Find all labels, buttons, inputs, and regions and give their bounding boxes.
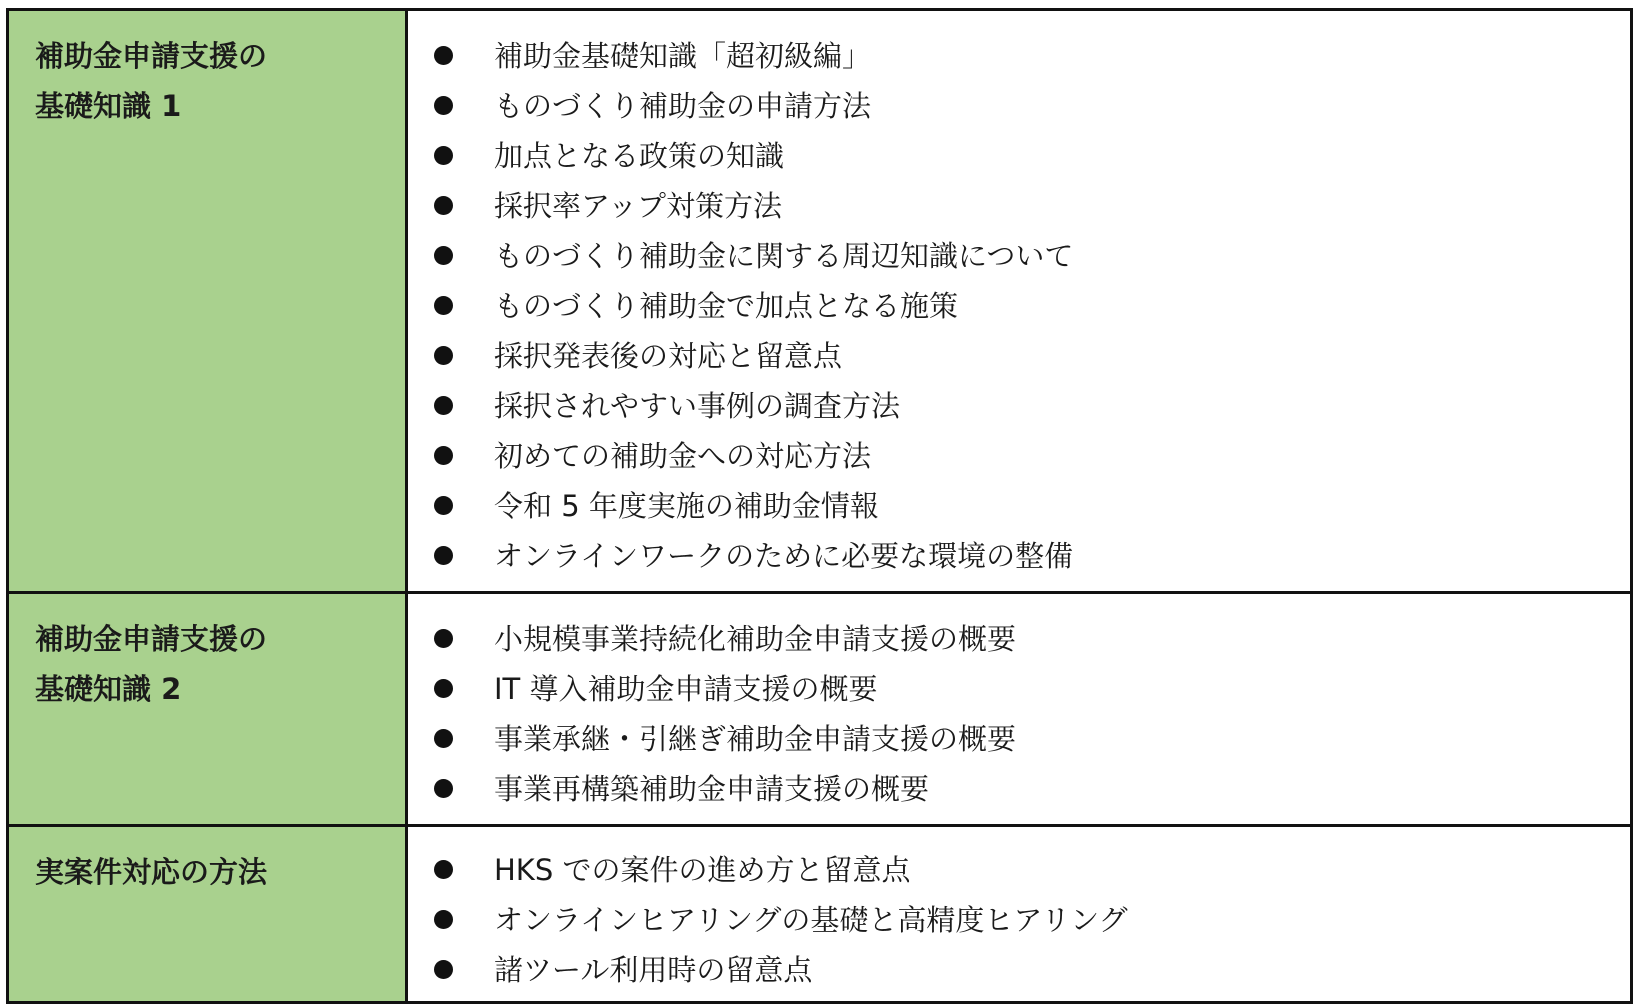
category-cell bbox=[8, 593, 407, 826]
curriculum-table bbox=[6, 8, 1633, 1004]
bullet-icon bbox=[434, 629, 453, 648]
bullet-icon bbox=[434, 960, 453, 979]
item-list bbox=[408, 827, 1630, 1001]
category-cell bbox=[8, 826, 407, 1003]
bullet-icon bbox=[434, 546, 453, 565]
bullet-icon bbox=[434, 96, 453, 115]
item-text: ものづくり補助金で加点となる施策 bbox=[494, 289, 959, 323]
list-item bbox=[408, 31, 1630, 81]
list-item bbox=[408, 181, 1630, 231]
list-item bbox=[408, 431, 1630, 481]
bullet-icon bbox=[434, 679, 453, 698]
item-text: オンラインワークのために必要な環境の整備 bbox=[494, 539, 1074, 573]
item-text: 採択率アップ対策方法 bbox=[494, 189, 782, 223]
bullet-icon bbox=[434, 296, 453, 315]
section-row bbox=[8, 10, 1632, 593]
item-text: 小規模事業持続化補助金申請支援の概要 bbox=[494, 622, 1017, 656]
list-item bbox=[408, 764, 1630, 814]
bullet-icon bbox=[434, 446, 453, 465]
list-item bbox=[408, 281, 1630, 331]
list-item bbox=[408, 845, 1630, 895]
list-item bbox=[408, 664, 1630, 714]
section-row bbox=[8, 826, 1632, 1003]
bullet-icon bbox=[434, 396, 453, 415]
list-item bbox=[408, 895, 1630, 945]
list-item bbox=[408, 381, 1630, 431]
bullet-icon bbox=[434, 46, 453, 65]
list-item bbox=[408, 531, 1630, 581]
item-list bbox=[408, 594, 1630, 824]
item-text: 令和 5 年度実施の補助金情報 bbox=[494, 489, 879, 523]
list-item bbox=[408, 231, 1630, 281]
item-text: 加点となる政策の知識 bbox=[494, 139, 785, 173]
bullet-icon bbox=[434, 910, 453, 929]
list-item bbox=[408, 81, 1630, 131]
bullet-icon bbox=[434, 496, 453, 515]
list-item bbox=[408, 331, 1630, 381]
list-item bbox=[408, 481, 1630, 531]
list-item bbox=[408, 945, 1630, 995]
bullet-icon bbox=[434, 196, 453, 215]
item-text: オンラインヒアリングの基礎と高精度ヒアリング bbox=[494, 903, 1128, 937]
bullet-icon bbox=[434, 729, 453, 748]
items-cell bbox=[407, 826, 1632, 1003]
item-text: 補助金基礎知識「超初級編」 bbox=[494, 39, 872, 73]
category-cell bbox=[8, 10, 407, 593]
list-item bbox=[408, 714, 1630, 764]
item-text: HKS での案件の進め方と留意点 bbox=[494, 853, 911, 887]
section-row bbox=[8, 593, 1632, 826]
category-title: 実案件対応の方法 bbox=[35, 855, 268, 889]
list-item bbox=[408, 131, 1630, 181]
item-text: ものづくり補助金に関する周辺知識について bbox=[494, 239, 1074, 273]
item-text: 初めての補助金への対応方法 bbox=[494, 439, 872, 473]
bullet-icon bbox=[434, 246, 453, 265]
item-text: 採択発表後の対応と留意点 bbox=[494, 339, 843, 373]
bullet-icon bbox=[434, 860, 453, 879]
bullet-icon bbox=[434, 146, 453, 165]
list-item bbox=[408, 614, 1630, 664]
items-cell bbox=[407, 593, 1632, 826]
item-text: 事業承継・引継ぎ補助金申請支援の概要 bbox=[494, 722, 1017, 756]
bullet-icon bbox=[434, 779, 453, 798]
items-cell bbox=[407, 10, 1632, 593]
category-title: 補助金申請支援の 基礎知識 2 bbox=[35, 622, 268, 706]
category-title: 補助金申請支援の 基礎知識 1 bbox=[35, 39, 268, 123]
item-list bbox=[408, 11, 1630, 591]
bullet-icon bbox=[434, 346, 453, 365]
item-text: 採択されやすい事例の調査方法 bbox=[494, 389, 901, 423]
item-text: 諸ツール利用時の留意点 bbox=[494, 953, 813, 987]
item-text: IT 導入補助金申請支援の概要 bbox=[494, 672, 878, 706]
item-text: ものづくり補助金の申請方法 bbox=[494, 89, 872, 123]
item-text: 事業再構築補助金申請支援の概要 bbox=[494, 772, 930, 806]
